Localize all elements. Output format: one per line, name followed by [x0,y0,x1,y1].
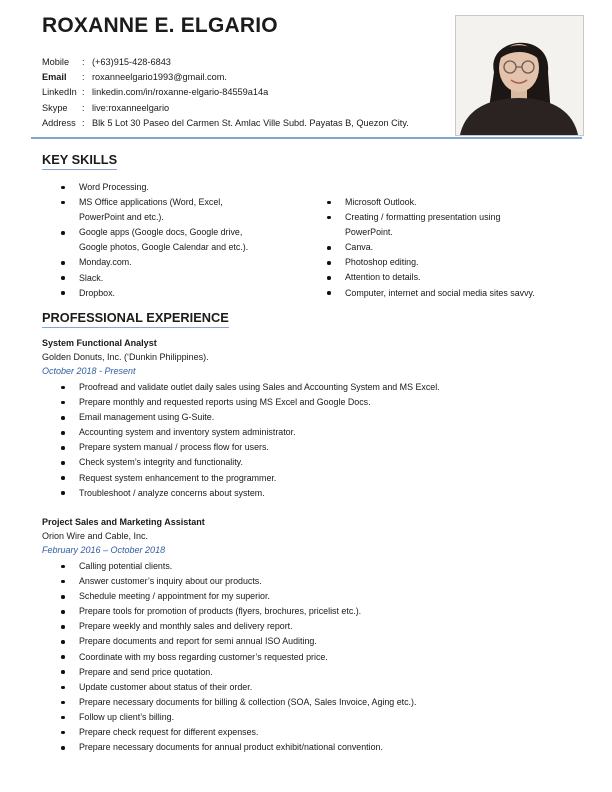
skills-list-left [42,180,322,301]
duty-item: Prepare weekly and monthly sales and delivery report. [42,619,602,634]
skill-text: PowerPoint and etc.). [79,212,164,223]
contact-colon: : [82,72,85,83]
skill-item-continued [308,225,598,240]
skill-item: Attention to details. [308,270,598,285]
contact-skype [42,101,409,116]
duty-item: Update customer about status of their order. [42,680,602,695]
contact-address [42,116,409,131]
contact-label: Skype [42,102,68,113]
duty-item: Calling potential clients. [42,559,602,574]
email-link[interactable]: roxanneelgario1993@gmail.com. [92,72,227,83]
contact-colon: : [82,87,85,98]
duty-item: Request system enhancement to the programmer. [42,471,602,486]
linkedin-link[interactable]: linkedin.com/in/roxanne-elgario-84559a14a [92,87,269,98]
portrait-illustration [456,16,583,135]
skill-text: Google photos, Google Calendar and etc.). [79,242,249,253]
skill-item: Canva. [308,240,598,255]
duty-item: Accounting system and inventory system administrator. [42,425,602,440]
duty-item: Prepare necessary documents for billing & collection (SOA, Sales Invoice, Aging etc.). [42,695,602,710]
contact-label: Mobile [42,57,70,67]
contact-linkedin [42,85,409,100]
duty-item: Answer customer’s inquiry about our products. [42,574,602,589]
duty-item: Prepare system manual / process flow for users. [42,440,602,455]
skill-item-continued [42,210,322,225]
contact-info [42,55,409,131]
contact-email [42,70,409,85]
duty-item: Prepare check request for different expenses. [42,725,602,740]
skill-item: Slack. [42,271,322,286]
contact-label: LinkedIn [42,87,77,98]
skill-item: Microsoft Outlook. [308,195,598,210]
skill-item: Photoshop editing. [308,255,598,270]
skill-item: Computer, internet and social media sites savvy. [308,286,598,301]
skill-item-continued [42,240,322,255]
duty-item: Proofread and validate outlet daily sales using Sales and Accounting System and MS Excel. [42,380,602,395]
header-divider [31,137,582,139]
profile-photo [455,15,584,136]
duty-item: Email management using G-Suite. [42,410,602,425]
contact-colon: : [82,102,85,113]
skill-item: Dropbox. [42,286,322,301]
key-skills-heading: KEY SKILLS [42,152,117,170]
duty-item: Prepare monthly and requested reports using MS Excel and Google Docs. [42,395,602,410]
duty-item: Prepare necessary documents for annual product exhibit/national convention. [42,740,602,755]
contact-colon: : [82,57,85,67]
skill-item: MS Office applications (Word, Excel, [42,195,322,210]
duty-item: Prepare tools for promotion of products (flyers, brochures, pricelist etc.). [42,604,602,619]
duty-item: Prepare documents and report for semi annual ISO Auditing. [42,634,602,649]
duty-item: Check system’s integrity and functionality. [42,455,602,470]
skill-item: Creating / formatting presentation using [308,210,598,225]
skill-text: PowerPoint. [345,227,393,238]
job-dates: October 2018 - Present [42,366,136,376]
contact-colon: : [82,117,85,128]
contact-value: (+63)915-428-6843 [92,57,171,67]
job-title: System Functional Analyst [42,338,157,348]
candidate-name: ROXANNE E. ELGARIO [42,14,278,37]
skill-item: Monday.com. [42,255,322,270]
contact-mobile [42,55,409,70]
contact-value: live:roxanneelgario [92,102,170,113]
job-duties-list [42,559,602,755]
experience-heading: PROFESSIONAL EXPERIENCE [42,310,229,328]
job-duties-list [42,380,602,501]
skill-item: Word Processing. [42,180,322,195]
duty-item: Schedule meeting / appointment for my superior. [42,589,602,604]
duty-item: Coordinate with my boss regarding customer’s requested price. [42,650,602,665]
duty-item: Prepare and send price quotation. [42,665,602,680]
duty-item: Troubleshoot / analyze concerns about system. [42,486,602,501]
duty-item: Follow up client’s billing. [42,710,602,725]
skills-list-right [308,195,598,301]
job-dates: February 2016 – October 2018 [42,545,166,555]
job-company: Golden Donuts, Inc. (‘Dunkin Philippines). [42,352,209,362]
job-title: Project Sales and Marketing Assistant [42,517,205,527]
contact-label: Email [42,72,67,83]
skill-item: Google apps (Google docs, Google drive, [42,225,322,240]
contact-value: Blk 5 Lot 30 Paseo del Carmen St. Amlac Ville Subd. Payatas B, Quezon City. [92,117,409,128]
contact-label: Address [42,117,76,128]
job-company: Orion Wire and Cable, Inc. [42,531,149,541]
